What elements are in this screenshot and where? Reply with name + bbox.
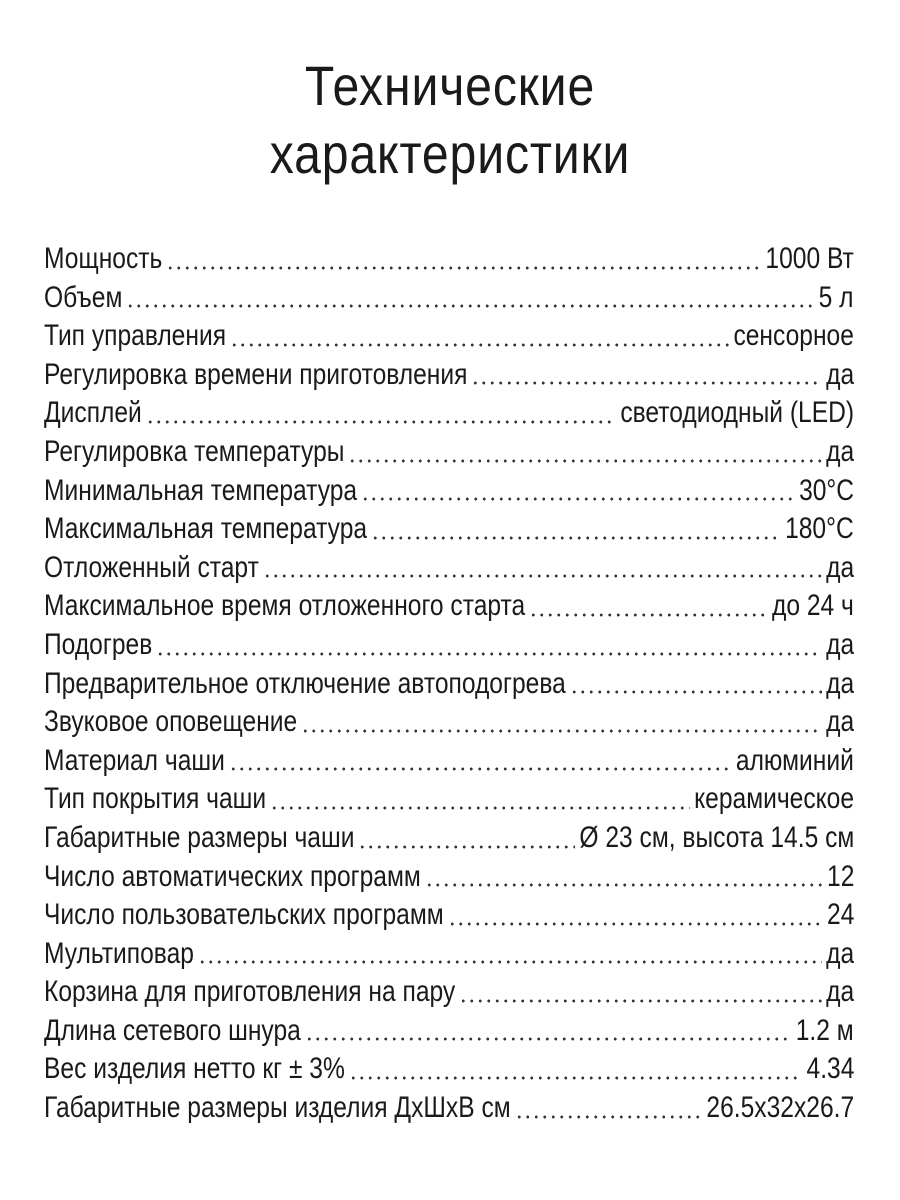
dot-leader — [361, 497, 795, 501]
spec-label: Отложенный старт — [44, 550, 259, 584]
spec-label: Корзина для приготовления на пару — [44, 975, 456, 1009]
spec-row — [44, 973, 854, 1012]
spec-value: да — [825, 666, 854, 700]
spec-row — [44, 742, 854, 781]
spec-row — [44, 780, 854, 819]
spec-value: да — [825, 434, 854, 468]
spec-row — [44, 703, 854, 742]
dot-leader — [529, 613, 768, 617]
page-title — [0, 52, 900, 188]
spec-label: Дисплей — [44, 396, 142, 430]
spec-label: Мультиповар — [44, 936, 194, 970]
spec-label: Габаритные размеры изделия ДхШхВ см — [44, 1091, 511, 1125]
spec-row — [44, 665, 854, 704]
spec-label: Предварительное отключение автоподогрева — [44, 666, 566, 700]
spec-value: сенсорное — [733, 319, 854, 353]
title-line-1: Технические — [304, 54, 596, 117]
dot-leader — [146, 420, 616, 424]
spec-row — [44, 896, 854, 935]
dot-leader — [305, 1037, 792, 1041]
spec-row — [44, 433, 854, 472]
spec-label: Тип управления — [44, 319, 227, 353]
spec-row — [44, 356, 854, 395]
spec-label: Максимальная температура — [44, 512, 368, 546]
spec-label: Вес изделия нетто кг ± 3% — [44, 1052, 345, 1086]
dot-leader — [270, 806, 690, 810]
spec-row — [44, 394, 854, 433]
spec-label: Регулировка времени приготовления — [44, 357, 468, 391]
spec-label: Минимальная температура — [44, 473, 358, 507]
dot-leader — [358, 845, 575, 849]
spec-label: Максимальное время отложенного старта — [44, 589, 526, 623]
spec-value: да — [825, 627, 854, 661]
spec-label: Число пользовательских программ — [44, 898, 444, 932]
dot-leader — [349, 1076, 802, 1080]
dot-leader — [425, 883, 823, 887]
spec-value: да — [825, 357, 854, 391]
dot-leader — [126, 304, 815, 308]
dot-leader — [471, 381, 822, 385]
spec-row — [44, 317, 854, 356]
spec-label: Объем — [44, 280, 123, 314]
spec-value: 5 л — [819, 280, 854, 314]
dot-leader — [198, 960, 822, 964]
spec-value: 1000 Вт — [765, 242, 854, 275]
dot-leader — [348, 459, 822, 463]
dot-leader — [166, 266, 761, 270]
spec-row — [44, 1050, 854, 1089]
spec-list — [44, 240, 854, 1128]
spec-value: светодиодный (LED) — [620, 396, 854, 430]
spec-row — [44, 935, 854, 974]
dot-leader — [156, 652, 822, 656]
dot-leader — [570, 690, 822, 694]
spec-value: да — [825, 550, 854, 584]
spec-value: до 24 ч — [772, 589, 854, 623]
spec-row — [44, 626, 854, 665]
dot-leader — [229, 767, 732, 771]
spec-value: Ø 23 см, высота 14.5 см — [579, 820, 854, 854]
spec-row — [44, 279, 854, 318]
spec-row — [44, 858, 854, 897]
dot-leader — [371, 536, 781, 540]
spec-label: Число автоматических программ — [44, 859, 421, 893]
dot-leader — [448, 922, 823, 926]
dot-leader — [263, 574, 822, 578]
spec-row — [44, 472, 854, 511]
spec-value: 1.2 м — [796, 1013, 854, 1047]
spec-value: 4.34 — [806, 1052, 854, 1086]
spec-label: Регулировка температуры — [44, 434, 345, 468]
spec-row — [44, 587, 854, 626]
spec-label: Звуковое оповещение — [44, 705, 298, 739]
dot-leader — [230, 343, 730, 347]
spec-label: Подогрев — [44, 627, 153, 661]
spec-label: Мощность — [44, 242, 163, 275]
spec-value: алюминий — [736, 743, 854, 777]
spec-value: да — [825, 936, 854, 970]
spec-row — [44, 1089, 854, 1128]
spec-row — [44, 510, 854, 549]
spec-row — [44, 819, 854, 858]
spec-value: 26.5x32x26.7 — [706, 1091, 854, 1125]
spec-label: Длина сетевого шнура — [44, 1013, 301, 1047]
spec-label: Габаритные размеры чаши — [44, 820, 355, 854]
spec-label: Материал чаши — [44, 743, 225, 777]
spec-value: 12 — [826, 859, 854, 893]
dot-leader — [459, 999, 822, 1003]
spec-value: 30°C — [799, 473, 854, 507]
spec-row — [44, 240, 854, 279]
spec-value: керамическое — [694, 782, 854, 816]
dot-leader — [515, 1115, 703, 1119]
spec-row — [44, 1012, 854, 1051]
spec-row — [44, 549, 854, 588]
spec-value: 24 — [826, 898, 854, 932]
spec-value: да — [825, 975, 854, 1009]
dot-leader — [301, 729, 822, 733]
spec-label: Тип покрытия чаши — [44, 782, 267, 816]
spec-value: 180°C — [785, 512, 854, 546]
spec-value: да — [825, 705, 854, 739]
title-line-2: характеристики — [269, 122, 631, 185]
